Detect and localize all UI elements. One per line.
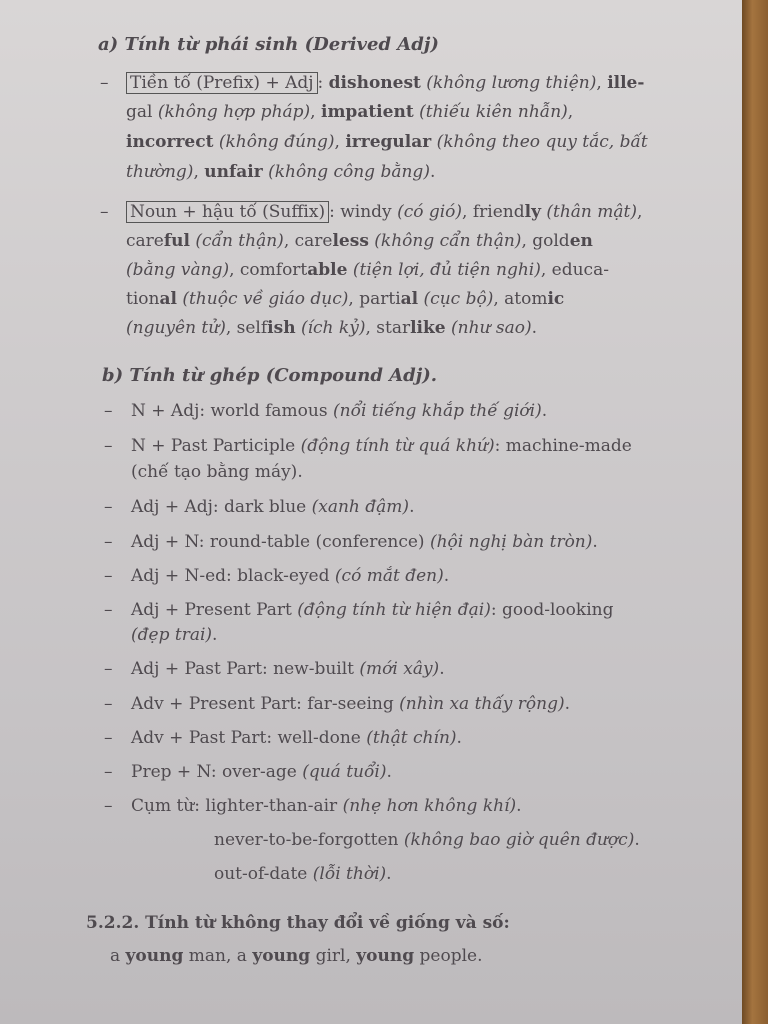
compound-item-11-cont-1: [214, 829, 640, 851]
text-run: (nhẹ hơn không khí): [342, 796, 517, 816]
text-run: girl,: [310, 946, 357, 966]
text-run: , comfort: [229, 260, 308, 280]
text-run: .: [386, 864, 392, 884]
text-run: impatient: [320, 102, 414, 122]
compound-item-11-cont-2: [214, 863, 392, 885]
text-run: ful: [163, 231, 190, 251]
text-run: like: [410, 318, 446, 338]
text-run: : machine-made: [494, 436, 632, 456]
compound-item-2: [131, 435, 632, 457]
text-run: never-to-be-forgotten: [214, 830, 404, 850]
text-run: , friend: [462, 202, 525, 222]
bullet-dash: –: [104, 436, 113, 456]
prefix-line-1: [126, 72, 644, 94]
text-run: Adj + N-ed: black-eyed: [131, 566, 335, 586]
text-run: ,: [310, 102, 321, 122]
text-run: thường): [126, 162, 194, 182]
text-run: Cụm từ: lighter-than-air: [131, 796, 343, 816]
text-run: Adj + Present Part: [131, 600, 298, 620]
text-run: Adj + Past Part: new-built: [131, 659, 360, 679]
text-run: (không công bằng): [262, 162, 430, 182]
text-run: .: [456, 728, 462, 748]
text-run: man, a: [183, 946, 253, 966]
text-run: (có gió): [397, 202, 463, 222]
text-run: (mới xây): [359, 659, 440, 679]
text-run: people.: [414, 946, 483, 966]
text-run: (động tính từ quá khứ): [300, 436, 495, 456]
text-run: (chế tạo bằng máy).: [131, 462, 303, 482]
heading-compound-adj: b) Tính từ ghép (Compound Adj).: [102, 365, 438, 386]
bullet-dash: –: [104, 728, 113, 748]
text-run: (thân mật): [540, 202, 637, 222]
text-run: less: [332, 231, 369, 251]
suffix-line-1: [126, 201, 642, 223]
text-run: N + Past Participle: [131, 436, 301, 456]
bullet-dash: –: [104, 796, 113, 816]
text-run: young: [356, 946, 415, 966]
text-run: (có mắt đen): [334, 566, 444, 586]
text-run: .: [439, 659, 445, 679]
text-run: (nổi tiếng khắp thế giới): [332, 401, 542, 421]
text-run: ic: [547, 289, 565, 309]
suffix-line-4: [126, 288, 564, 310]
text-run: (không lương thiện): [420, 73, 597, 93]
text-run: (tiện lợi, đủ tiện nghi): [347, 260, 541, 280]
text-run: :: [317, 73, 329, 93]
text-run: , star: [365, 318, 411, 338]
text-run: (đẹp trai): [131, 625, 213, 645]
text-run: young: [125, 946, 184, 966]
text-run: .: [634, 830, 640, 850]
text-run: al: [400, 289, 419, 309]
text-run: (không cẩn thận): [368, 231, 522, 251]
bullet-dash: –: [104, 497, 113, 517]
suffix-line-2: [126, 230, 593, 252]
text-run: young: [252, 946, 311, 966]
text-run: (không bao giờ quên được): [403, 830, 635, 850]
text-run: (xanh đậm): [311, 497, 410, 517]
text-run: , self: [225, 318, 268, 338]
text-run: Adv + Past Part: well-done: [131, 728, 367, 748]
text-run: (quá tuổi): [302, 762, 387, 782]
bullet-dash: –: [104, 694, 113, 714]
text-run: Prep + N: over-age: [131, 762, 303, 782]
text-run: .: [564, 694, 571, 714]
compound-item-7: [131, 658, 445, 680]
text-run: (thật chín): [366, 728, 457, 748]
compound-item-10: [131, 761, 392, 783]
text-run: .: [443, 566, 450, 586]
text-run: (thuộc về giáo dục): [176, 289, 349, 309]
text-run: out-of-date: [214, 864, 313, 884]
text-run: (thiếu kiên nhẫn): [413, 102, 568, 122]
text-run: (như sao): [445, 318, 532, 338]
text-run: : good-looking: [490, 600, 614, 620]
bullet-dash: –: [100, 73, 109, 93]
text-run: (nguyên tử): [126, 318, 226, 338]
text-run: tion: [126, 289, 160, 309]
bullet-dash: –: [104, 401, 113, 421]
section-5-2-2-title: 5.2.2. Tính từ không thay đổi về giống và số:: [86, 913, 510, 933]
text-run: (hội nghị bàn tròn): [429, 532, 593, 552]
text-run: care: [126, 231, 164, 251]
text-run: incorrect: [126, 132, 214, 152]
text-run: .: [409, 497, 415, 517]
compound-item-1: [131, 400, 547, 422]
compound-item-3: [131, 496, 414, 518]
text-run: .: [592, 532, 598, 552]
text-run: .: [386, 762, 392, 782]
text-run: irregular: [345, 132, 432, 152]
text-run: (không đúng): [213, 132, 335, 152]
text-run: unfair: [204, 162, 263, 182]
compound-item-8: [131, 693, 570, 715]
text-run: .: [531, 318, 538, 338]
text-run: (lỗi thời): [312, 864, 387, 884]
text-run: ille-: [607, 73, 645, 93]
bullet-dash: –: [104, 762, 113, 782]
compound-item-5: [131, 565, 449, 587]
compound-item-2-cont: [131, 461, 303, 483]
text-run: , atom: [493, 289, 548, 309]
prefix-line-2: [126, 101, 573, 123]
text-run: , educa-: [540, 260, 609, 280]
section-example: [110, 945, 482, 967]
text-run: (cẩn thận): [189, 231, 284, 251]
text-run: en: [569, 231, 593, 251]
bullet-dash: –: [104, 600, 113, 620]
text-run: ,: [334, 132, 346, 152]
text-run: gal: [126, 102, 158, 122]
text-run: (ích kỷ): [295, 318, 366, 338]
text-run: (cục bộ): [418, 289, 494, 309]
compound-item-4: [131, 531, 598, 553]
text-run: (không theo quy tắc, bất: [431, 132, 648, 152]
text-run: dishonest: [328, 73, 421, 93]
text-run: Adj + N: round-table (conference): [131, 532, 430, 552]
text-run: : windy: [329, 202, 398, 222]
text-run: (không hợp pháp): [157, 102, 311, 122]
text-run: (nhìn xa thấy rộng): [399, 694, 565, 714]
compound-item-11: [131, 795, 522, 817]
prefix-line-3: [126, 131, 648, 153]
book-spine: [742, 0, 768, 1024]
text-run: ,: [567, 102, 574, 122]
compound-item-6: [131, 599, 613, 621]
text-run: N + Adj: world famous: [131, 401, 333, 421]
text-run: ,: [193, 162, 205, 182]
bullet-dash: –: [104, 532, 113, 552]
text-run: ish: [267, 318, 296, 338]
text-run: .: [516, 796, 522, 816]
text-run: .: [541, 401, 548, 421]
text-run: (bằng vàng): [126, 260, 230, 280]
text-run: able: [307, 260, 348, 280]
text-run: ,: [596, 73, 608, 93]
text-run: , parti: [348, 289, 401, 309]
text-run: .: [429, 162, 436, 182]
compound-item-9: [131, 727, 462, 749]
suffix-box: Noun + hậu tố (Suffix): [126, 201, 329, 223]
prefix-line-4: [126, 161, 435, 183]
compound-item-6-cont: [131, 624, 217, 646]
suffix-line-3: [126, 259, 609, 281]
text-run: , gold: [521, 231, 570, 251]
bullet-dash: –: [104, 566, 113, 586]
text-run: (động tính từ hiện đại): [297, 600, 491, 620]
heading-derived-adj: a) Tính từ phái sinh (Derived Adj): [98, 34, 439, 55]
text-run: ly: [524, 202, 541, 222]
text-run: a: [110, 946, 126, 966]
text-run: al: [159, 289, 177, 309]
text-run: Adj + Adj: dark blue: [131, 497, 312, 517]
bullet-dash: –: [104, 659, 113, 679]
text-run: .: [212, 625, 218, 645]
text-run: ,: [636, 202, 643, 222]
suffix-line-5: [126, 317, 537, 339]
prefix-box: Tiền tố (Prefix) + Adj: [126, 72, 318, 94]
bullet-dash: –: [100, 202, 109, 222]
text-run: Adv + Present Part: far-seeing: [131, 694, 400, 714]
text-run: , care: [283, 231, 333, 251]
